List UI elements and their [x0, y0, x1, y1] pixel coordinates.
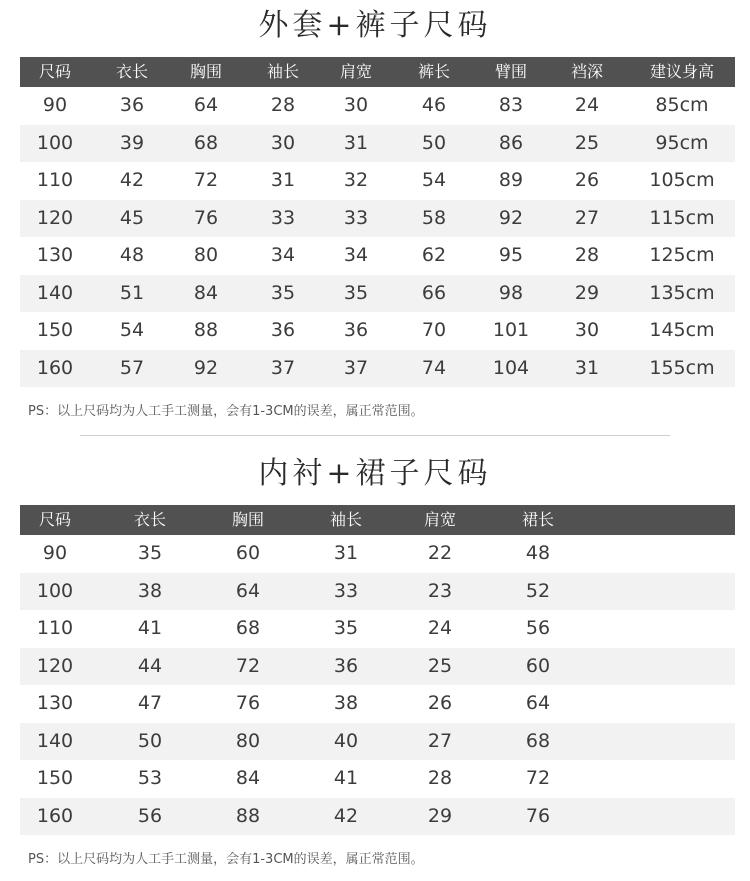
- table-cell: 42: [333, 804, 359, 827]
- table-cell: 160: [36, 356, 74, 379]
- table-cell: 89: [498, 169, 524, 191]
- table-cell: 135cm: [649, 281, 715, 304]
- table-cell: 31: [333, 542, 359, 564]
- table-cell: 62: [421, 244, 447, 266]
- table-cell: 30: [270, 131, 296, 154]
- table-cell: 92: [193, 356, 219, 379]
- table-cell: 37: [270, 356, 296, 379]
- table-cell: 150: [36, 767, 74, 789]
- table-cell: 85cm: [655, 94, 709, 116]
- table-cell: 92: [498, 206, 524, 229]
- table-cell: 58: [421, 206, 447, 229]
- column-header: 裆深: [570, 62, 604, 81]
- table-cell: 36: [270, 319, 296, 341]
- table-cell: 130: [36, 692, 74, 714]
- table-cell: 70: [421, 319, 447, 341]
- table-cell: 26: [574, 169, 600, 191]
- table-body: [20, 87, 735, 387]
- table-cell: 28: [427, 767, 453, 789]
- column-header: 衣长: [133, 510, 167, 529]
- table-cell: 60: [235, 542, 261, 564]
- table-cell: 40: [333, 729, 359, 752]
- column-header: 裤长: [417, 62, 451, 81]
- column-header: 尺码: [38, 510, 72, 529]
- table-cell: 44: [137, 654, 163, 677]
- table-row: [20, 125, 735, 163]
- table-row: [20, 648, 735, 686]
- table-cell: 86: [498, 131, 524, 154]
- table-cell: 110: [36, 617, 74, 639]
- table-cell: 56: [137, 804, 163, 827]
- table-cell: 88: [235, 804, 261, 827]
- table-cell: 36: [119, 94, 145, 116]
- table-row: [20, 610, 735, 648]
- table-cell: 57: [119, 356, 145, 379]
- table-cell: 25: [574, 131, 600, 154]
- table-cell: 150: [36, 319, 74, 341]
- table-cell: 140: [36, 281, 74, 304]
- table-cell: 104: [492, 356, 530, 379]
- table-row: [20, 573, 735, 611]
- table-cell: 120: [36, 206, 74, 229]
- table-row: [20, 685, 735, 723]
- table-cell: 32: [343, 169, 369, 191]
- column-header: 袖长: [329, 510, 363, 529]
- table-cell: 45: [119, 206, 145, 229]
- table-cell: 30: [574, 319, 600, 341]
- table-cell: 29: [574, 281, 600, 304]
- table-row: [20, 162, 735, 200]
- table-body: [20, 535, 735, 835]
- column-header: 裙长: [521, 510, 555, 529]
- table-cell: 47: [137, 692, 163, 714]
- table-cell: 24: [427, 617, 453, 639]
- table-cell: 48: [119, 244, 145, 266]
- table-cell: 52: [525, 579, 551, 602]
- table-cell: 31: [270, 169, 296, 191]
- table-cell: 72: [525, 767, 551, 789]
- table-row: [20, 535, 735, 573]
- table-cell: 27: [574, 206, 600, 229]
- table-cell: 76: [235, 692, 261, 714]
- table-cell: 84: [235, 767, 261, 789]
- table-cell: 42: [119, 169, 145, 191]
- table-cell: 64: [525, 692, 551, 714]
- column-header: 衣长: [115, 62, 149, 81]
- table-cell: 28: [574, 244, 600, 266]
- table-cell: 66: [421, 281, 447, 304]
- table-cell: 68: [235, 617, 261, 639]
- table-cell: 31: [574, 356, 600, 379]
- table-cell: 35: [333, 617, 359, 639]
- table-cell: 33: [343, 206, 369, 229]
- table-cell: 30: [343, 94, 369, 116]
- table-cell: 72: [193, 169, 219, 191]
- table-row: [20, 723, 735, 761]
- table-cell: 36: [333, 654, 359, 677]
- table-cell: 130: [36, 244, 74, 266]
- column-header: 肩宽: [339, 62, 373, 81]
- table-cell: 26: [427, 692, 453, 714]
- table-cell: 35: [137, 542, 163, 564]
- table-cell: 60: [525, 654, 551, 677]
- table-row: [20, 87, 735, 125]
- table-cell: 90: [42, 542, 68, 564]
- table-cell: 35: [343, 281, 369, 304]
- table-cell: 38: [333, 692, 359, 714]
- table-cell: 34: [270, 244, 296, 266]
- table-cell: 37: [343, 356, 369, 379]
- table-cell: 100: [36, 579, 74, 602]
- table-cell: 88: [193, 319, 219, 341]
- table-cell: 46: [421, 94, 447, 116]
- table-cell: 98: [498, 281, 524, 304]
- table-cell: 76: [525, 804, 551, 827]
- table-row: [20, 237, 735, 275]
- column-header: 尺码: [38, 62, 72, 81]
- table-cell: 80: [235, 729, 261, 752]
- table-cell: 145cm: [649, 319, 715, 341]
- table-row: [20, 275, 735, 313]
- column-header: 胸围: [189, 62, 223, 81]
- table-cell: 23: [427, 579, 453, 602]
- table-cell: 74: [421, 356, 447, 379]
- table-row: [20, 312, 735, 350]
- table-cell: 80: [193, 244, 219, 266]
- jacket-pants-size-table: [20, 57, 735, 387]
- table-cell: 115cm: [649, 206, 715, 229]
- table-cell: 50: [421, 131, 447, 154]
- table-cell: 39: [119, 131, 145, 154]
- section-divider: [80, 435, 670, 436]
- table-cell: 41: [333, 767, 359, 789]
- table-row: [20, 798, 735, 836]
- table-cell: 41: [137, 617, 163, 639]
- table-cell: 64: [235, 579, 261, 602]
- table-cell: 140: [36, 729, 74, 752]
- table-cell: 68: [193, 131, 219, 154]
- table-cell: 72: [235, 654, 261, 677]
- table-cell: 64: [193, 94, 219, 116]
- table-cell: 95cm: [655, 131, 709, 154]
- table-cell: 29: [427, 804, 453, 827]
- table-row: [20, 350, 735, 388]
- section2-title: 内衬+裙子尺码: [258, 456, 492, 491]
- table-cell: 50: [137, 729, 163, 752]
- table-cell: 28: [270, 94, 296, 116]
- table-cell: 48: [525, 542, 551, 564]
- table-cell: 27: [427, 729, 453, 752]
- table-cell: 31: [343, 131, 369, 154]
- table-row: [20, 760, 735, 798]
- table-cell: 25: [427, 654, 453, 677]
- table-cell: 84: [193, 281, 219, 304]
- measurement-note: PS：以上尺码均为人工手工测量，会有1-3CM的误差，属正常范围。: [28, 852, 424, 867]
- table-cell: 56: [525, 617, 551, 639]
- table-cell: 76: [193, 206, 219, 229]
- table-cell: 24: [574, 94, 600, 116]
- table-cell: 125cm: [649, 244, 715, 266]
- table-header: [20, 505, 735, 535]
- table-row: [20, 200, 735, 238]
- table-cell: 160: [36, 804, 74, 827]
- table-cell: 51: [119, 281, 145, 304]
- column-header: 臂围: [494, 62, 528, 81]
- table-cell: 110: [36, 169, 74, 191]
- table-header: [20, 57, 735, 87]
- table-cell: 68: [525, 729, 551, 752]
- table-cell: 101: [492, 319, 530, 341]
- table-cell: 38: [137, 579, 163, 602]
- table-cell: 90: [42, 94, 68, 116]
- table-cell: 54: [119, 319, 145, 341]
- table-cell: 54: [421, 169, 447, 191]
- table-cell: 22: [427, 542, 453, 564]
- table-cell: 100: [36, 131, 74, 154]
- measurement-note: PS：以上尺码均为人工手工测量，会有1-3CM的误差，属正常范围。: [28, 404, 424, 419]
- column-header: 建议身高: [649, 62, 715, 81]
- table-cell: 34: [343, 244, 369, 266]
- column-header: 肩宽: [423, 510, 457, 529]
- table-cell: 33: [270, 206, 296, 229]
- table-cell: 155cm: [649, 356, 715, 379]
- column-header: 胸围: [231, 510, 265, 529]
- table-cell: 120: [36, 654, 74, 677]
- table-cell: 95: [498, 244, 524, 266]
- section1-title: 外套+裤子尺码: [258, 8, 492, 43]
- table-cell: 35: [270, 281, 296, 304]
- table-cell: 53: [137, 767, 163, 789]
- table-cell: 83: [498, 94, 524, 116]
- table-cell: 105cm: [649, 169, 715, 191]
- table-cell: 36: [343, 319, 369, 341]
- table-cell: 33: [333, 579, 359, 602]
- lining-skirt-size-table: [20, 505, 735, 835]
- column-header: 袖长: [266, 62, 300, 81]
